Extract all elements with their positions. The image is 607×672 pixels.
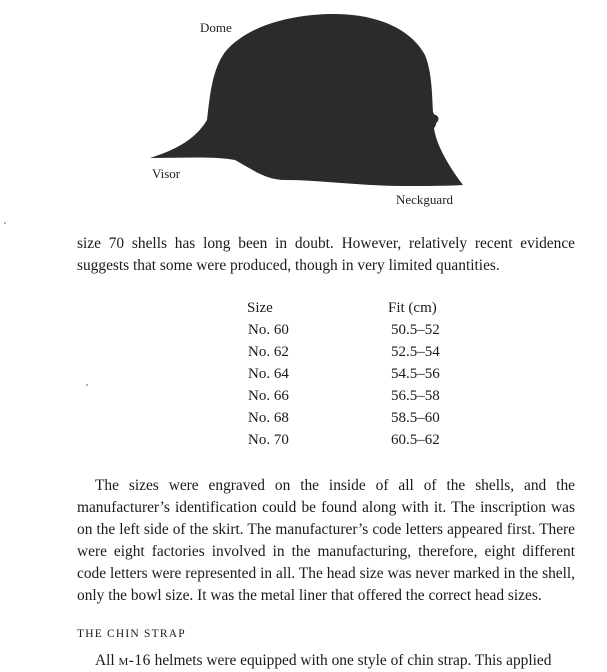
header-fit: Fit (cm) — [388, 299, 437, 316]
paragraph-sizes: The sizes were engraved on the inside of all of the shells, and the manufacturer’s identification could be found along with it. The inscription was on the left side of the skirt. The manufacturer’s code letters appeared first. There were eight factories involved in the manufacturing, therefore, eight different code letters were represented in all. The head size was never marked in the shell, only the bowl size. It was the metal liner that offered the correct head sizes. — [77, 477, 575, 604]
size-table-header-row — [220, 297, 511, 319]
paragraph-intro: size 70 shells has long been in doubt. However, relatively recent evidence suggests that some were produced, though in very limited quantities. — [77, 235, 575, 274]
table-row — [220, 319, 511, 341]
helmet-model: m-16 — [118, 652, 151, 669]
paragraph-chin-strap — [77, 650, 575, 672]
table-row — [220, 341, 511, 363]
header-size: Size — [247, 299, 273, 316]
fit-cell: 52.5–54 — [391, 343, 440, 360]
p3-prefix: All — [95, 652, 119, 669]
fit-cell: 60.5–62 — [391, 431, 440, 448]
fit-cell: 56.5–58 — [391, 387, 440, 404]
table-row — [220, 363, 511, 385]
section-title: THE CHIN STRAP — [77, 628, 186, 640]
size-cell: No. 66 — [248, 387, 289, 404]
table-row — [220, 407, 511, 429]
scan-speck — [4, 222, 6, 224]
size-cell: No. 62 — [248, 343, 289, 360]
size-cell: No. 68 — [248, 409, 289, 426]
label-dome: Dome — [200, 20, 232, 35]
size-cell: No. 60 — [248, 321, 289, 338]
label-visor: Visor — [152, 166, 181, 181]
helmet-figure — [0, 0, 607, 215]
helmet-shape — [150, 14, 463, 186]
size-table — [220, 297, 511, 451]
p3-rest: helmets were equipped with one style of chin strap. This applied — [150, 652, 552, 669]
table-row — [220, 385, 511, 407]
label-neckguard: Neckguard — [396, 192, 454, 207]
scan-speck — [86, 384, 88, 386]
fit-cell: 50.5–52 — [391, 321, 440, 338]
size-cell: No. 64 — [248, 365, 289, 382]
table-row — [220, 429, 511, 451]
fit-cell: 58.5–60 — [391, 409, 440, 426]
helmet-silhouette — [0, 0, 607, 215]
fit-cell: 54.5–56 — [391, 365, 440, 382]
size-cell: No. 70 — [248, 431, 289, 448]
helmet-lug — [430, 115, 439, 124]
